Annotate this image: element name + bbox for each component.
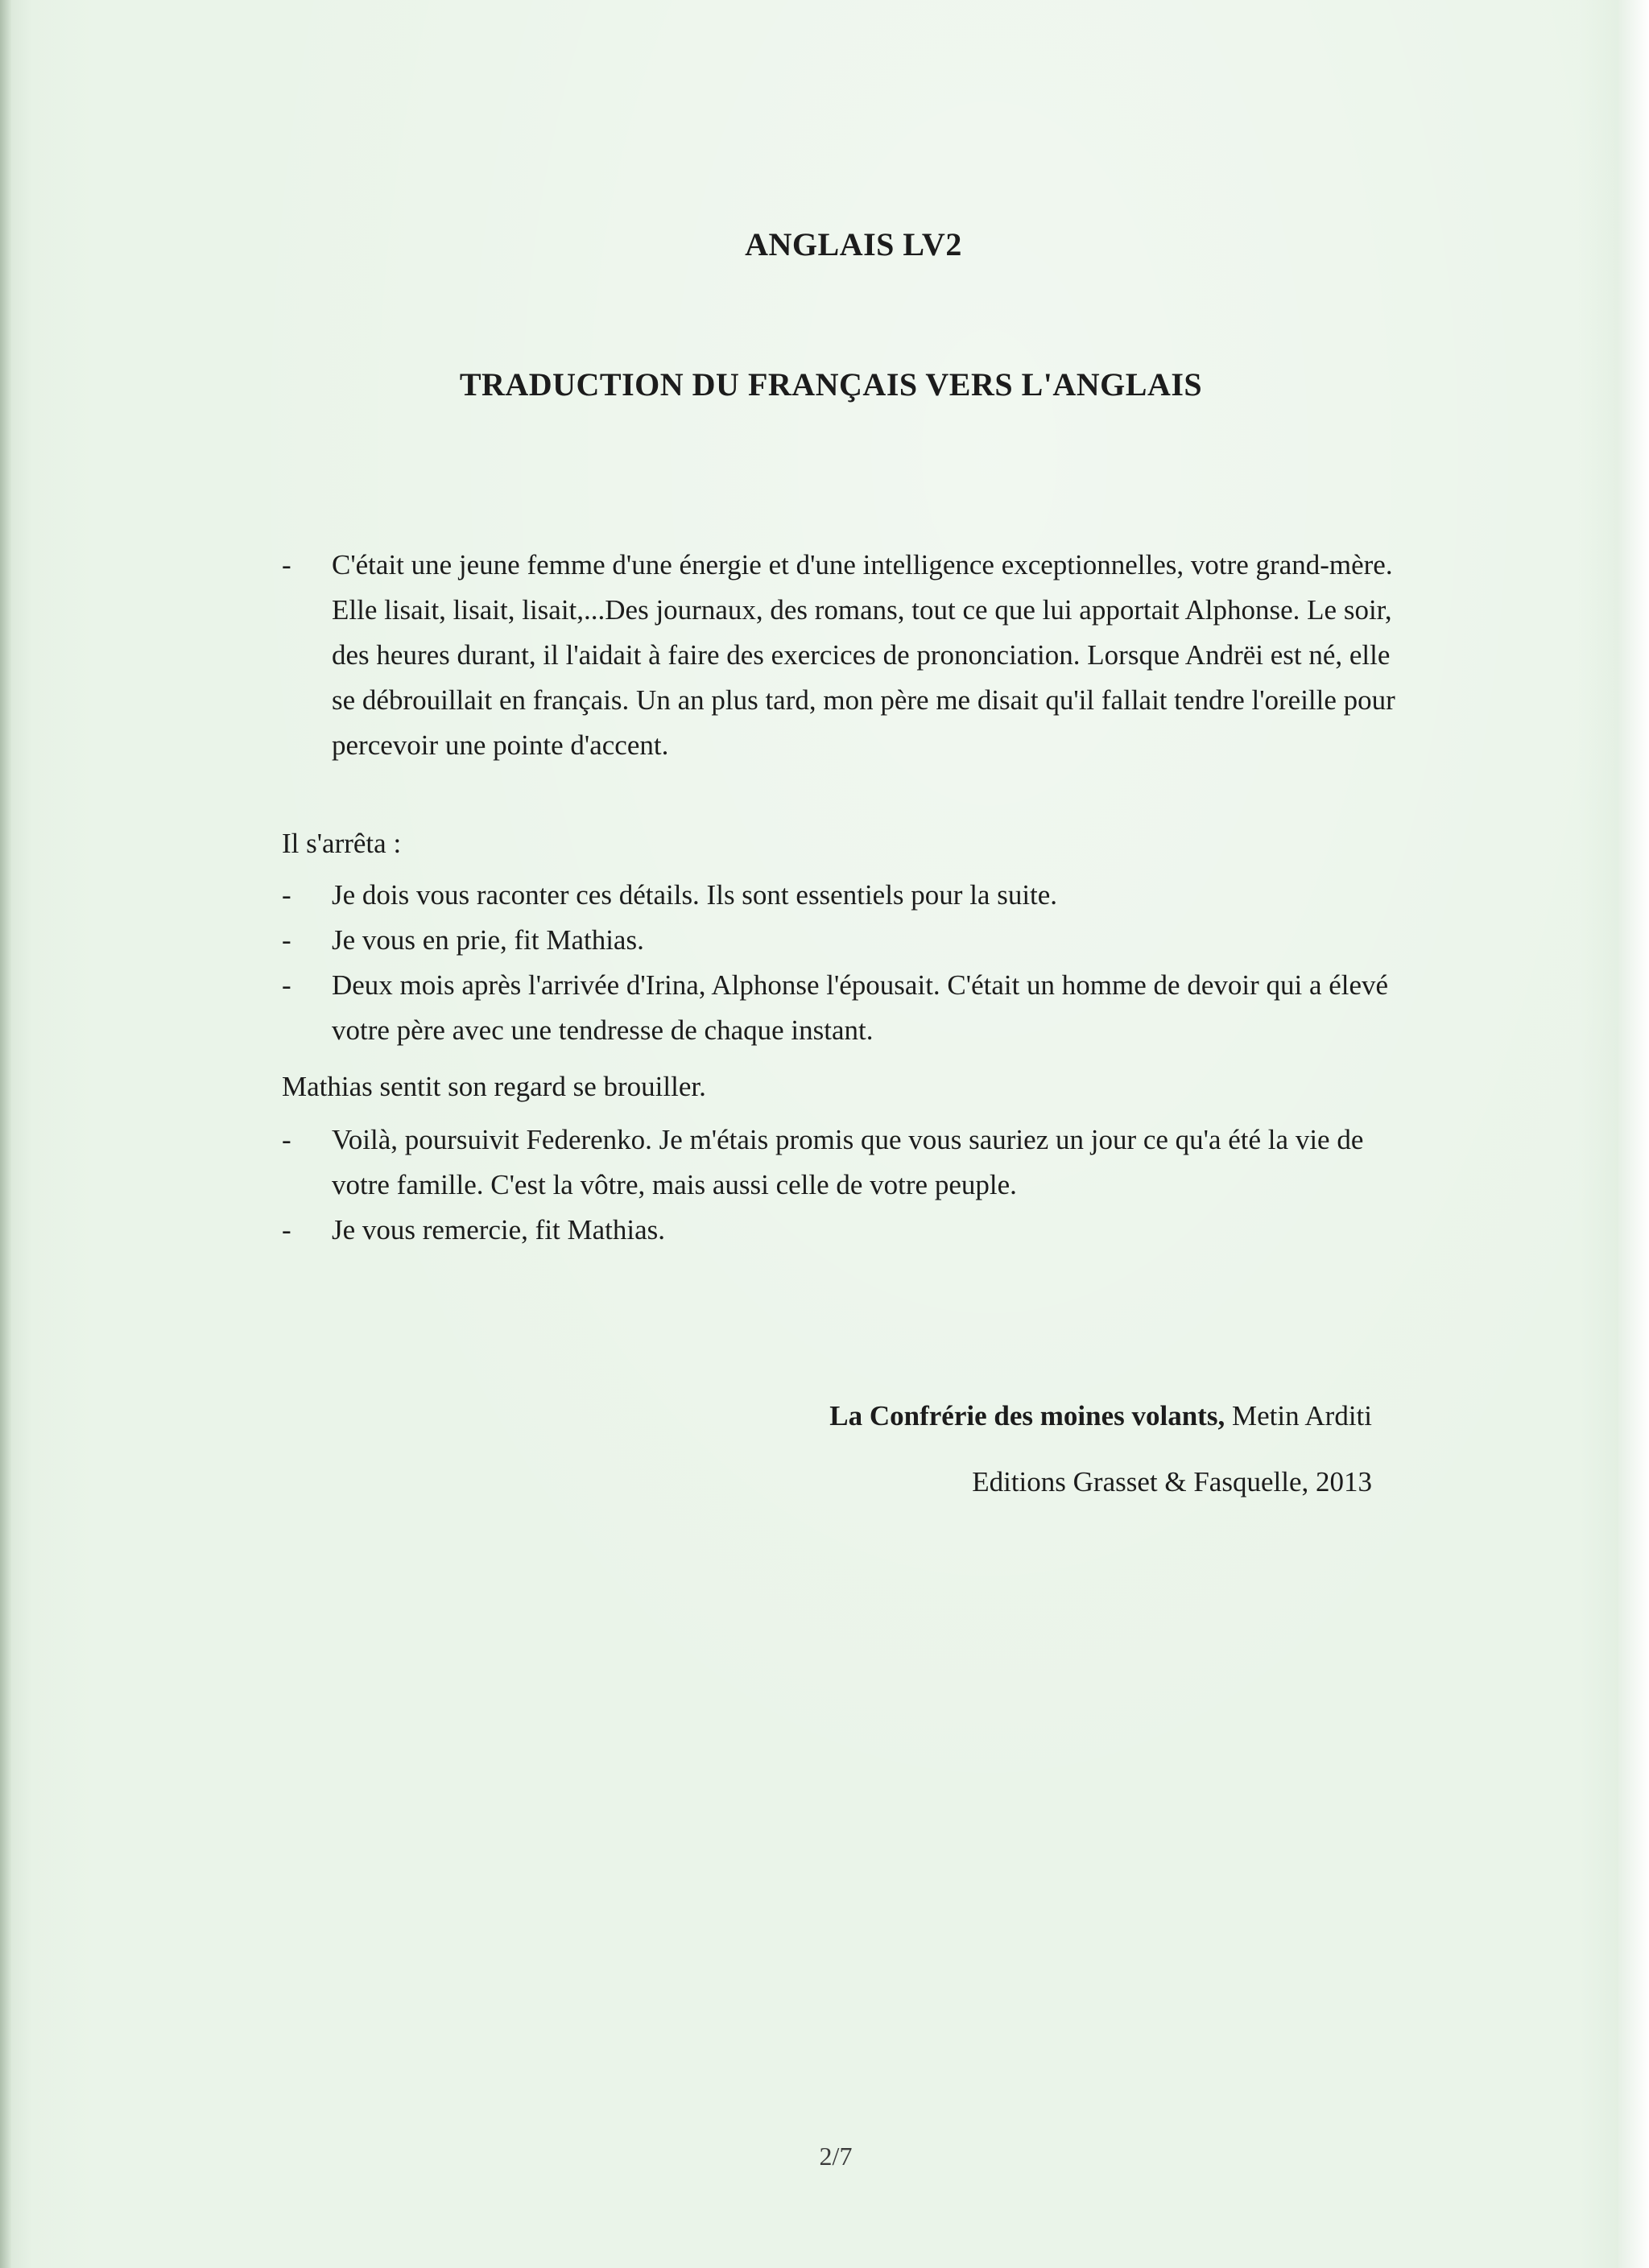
dialogue-dash: - bbox=[282, 1214, 291, 1246]
publisher-line: Editions Grasset & Fasquelle, 2013 bbox=[972, 1466, 1372, 1498]
dialogue-line bbox=[282, 873, 1409, 918]
dialogue-line bbox=[282, 963, 1409, 1053]
citation-line bbox=[829, 1383, 1372, 1449]
dialogue-dash: - bbox=[282, 1124, 291, 1155]
page-number: 2/7 bbox=[819, 2142, 853, 2171]
page-subtitle: TRADUCTION DU FRANÇAIS VERS L'ANGLAIS bbox=[459, 366, 1203, 403]
dialogue-text: Voilà, poursuivit Federenko. Je m'étais promis que vous sauriez un jour ce qu'a été la vie de votre famille. C'est la vôtre, mais aussi celle de votre peuple. bbox=[332, 1124, 1364, 1200]
book-author: Metin Arditi bbox=[1225, 1400, 1372, 1431]
dialogue-line bbox=[282, 1208, 1409, 1253]
narration-block bbox=[282, 821, 1409, 866]
page-right-edge bbox=[1618, 0, 1649, 2268]
dialogue-text: Je vous remercie, fit Mathias. bbox=[332, 1214, 666, 1246]
dialogue-block bbox=[282, 543, 1409, 768]
dialogue-dash: - bbox=[282, 549, 291, 580]
narration-text: Il s'arrêta : bbox=[282, 828, 402, 859]
dialogue-text: C'était une jeune femme d'une énergie et d'une intelligence exceptionnelles, votre grand-mère. Elle lisait, lisait, lisait,...Des journaux, des romans, tout ce que lui apportait Alphonse. Le soir, des heures durant, il l'aidait à faire des exercices de prononciation. Lorsque Andrëi est né, elle se débrouillait en français. Un an plus tard, mon père me disait qu'il fallait tendre l'oreille pour percevoir une pointe d'accent. bbox=[332, 549, 1395, 761]
dialogue-text: Je vous en prie, fit Mathias. bbox=[332, 924, 644, 956]
dialogue-text: Je dois vous raconter ces détails. Ils sont essentiels pour la suite. bbox=[332, 879, 1058, 911]
dialogue-line bbox=[282, 1117, 1409, 1208]
dialogue-line bbox=[282, 918, 1409, 963]
page-left-shadow bbox=[0, 0, 11, 2268]
page-title: ANGLAIS LV2 bbox=[745, 226, 962, 262]
narration-block bbox=[282, 1064, 1409, 1109]
dialogue-dash: - bbox=[282, 969, 291, 1001]
dialogue-dash: - bbox=[282, 879, 291, 911]
dialogue-line bbox=[282, 543, 1409, 768]
book-title: La Confrérie des moines volants, bbox=[829, 1400, 1225, 1431]
dialogue-group bbox=[282, 873, 1409, 1053]
dialogue-dash: - bbox=[282, 924, 291, 956]
dialogue-group bbox=[282, 1117, 1409, 1253]
dialogue-text: Deux mois après l'arrivée d'Irina, Alphonse l'épousait. C'était un homme de devoir qui a élevé votre père avec une tendresse de chaque instant. bbox=[332, 969, 1389, 1046]
narration-text: Mathias sentit son regard se brouiller. bbox=[282, 1071, 706, 1102]
source-citation bbox=[829, 1383, 1372, 1515]
